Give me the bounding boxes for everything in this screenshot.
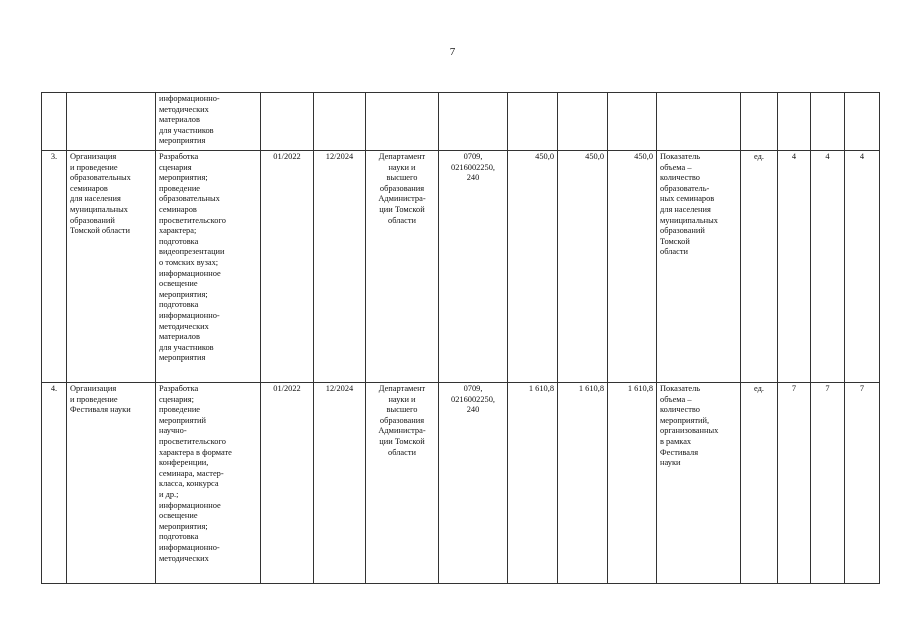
funding-year2-cell: 450,0: [558, 151, 608, 383]
cell-line: и проведение: [70, 162, 118, 172]
cell-line: подготовка: [159, 236, 199, 246]
cell-line: науки и: [388, 394, 416, 404]
cell-line: ции Томской: [379, 436, 425, 446]
cell-line: образовательных: [159, 194, 220, 204]
cell-line: о томских вузах;: [159, 257, 219, 267]
cell-line: освещение: [159, 511, 198, 521]
row-number: 4.: [42, 383, 67, 584]
cell-line: класса, конкурса: [159, 479, 219, 489]
funding-year2-cell: [558, 93, 608, 151]
cell-line: конференции,: [159, 458, 209, 468]
cell-line: мероприятий,: [660, 415, 710, 425]
cell-line: области: [660, 247, 688, 257]
activities-cell: [156, 383, 261, 584]
budget-code-cell: [439, 93, 508, 151]
cell-line: научно-: [159, 426, 187, 436]
cell-line: образователь-: [660, 183, 710, 193]
cell-line: подготовка: [159, 532, 199, 542]
cell-line: методических: [159, 553, 209, 563]
cell-line: сценария: [159, 162, 192, 172]
target-year2-cell: [811, 93, 845, 151]
unit-cell: ед.: [741, 383, 778, 584]
cell-line: науки и: [388, 162, 416, 172]
cell-line: образования: [379, 183, 425, 193]
cell-line: 0216002250,: [451, 162, 495, 172]
cell-line: высшего: [386, 173, 418, 183]
cell-line: для участников: [159, 125, 214, 135]
cell-line: количество: [660, 405, 700, 415]
cell-line: Департамент: [378, 152, 426, 161]
cell-line: характера в формате: [159, 447, 232, 457]
end-date-cell: 12/2024: [314, 151, 366, 383]
funding-year1-cell: 450,0: [508, 151, 558, 383]
funding-year1-cell: [508, 93, 558, 151]
row-number: 3.: [42, 151, 67, 383]
cell-line: для населения: [660, 204, 711, 214]
funding-year2-cell: 1 610,8: [558, 383, 608, 584]
cell-line: Фестиваля: [660, 447, 699, 457]
table-row: [42, 93, 880, 151]
cell-line: семинаров: [159, 204, 197, 214]
cell-line: образований: [660, 226, 705, 236]
cell-line: 0709,: [463, 152, 483, 161]
cell-line: 0216002250,: [451, 394, 495, 404]
executor-cell: [366, 93, 439, 151]
cell-line: для участников: [159, 342, 214, 352]
table-row: [42, 151, 880, 383]
cell-line: семинара, мастер-: [159, 468, 224, 478]
cell-line: Томской: [660, 236, 690, 246]
cell-line: Разработка: [159, 384, 199, 393]
event-name-cell: [67, 151, 156, 383]
cell-line: Показатель: [660, 384, 701, 393]
indicator-cell: [657, 93, 741, 151]
funding-year3-cell: [608, 93, 657, 151]
cell-line: просветительского: [159, 436, 226, 446]
target-year2-cell: 4: [811, 151, 845, 383]
unit-cell: [741, 93, 778, 151]
cell-line: информационно-: [159, 310, 220, 320]
start-date-cell: 01/2022: [261, 383, 314, 584]
cell-line: проведение: [159, 405, 201, 415]
executor-cell: [366, 383, 439, 584]
cell-line: мероприятия: [159, 353, 206, 363]
cell-line: семинаров: [70, 183, 108, 193]
cell-line: и др.;: [159, 489, 179, 499]
cell-line: Разработка: [159, 152, 199, 161]
target-year3-cell: 7: [845, 383, 880, 584]
cell-line: Организация: [70, 152, 117, 161]
cell-line: муниципальных: [660, 215, 718, 225]
table-body: [42, 93, 880, 584]
target-year2-cell: 7: [811, 383, 845, 584]
cell-line: мероприятия;: [159, 521, 208, 531]
funding-year3-cell: 450,0: [608, 151, 657, 383]
cell-line: Администра-: [378, 426, 426, 436]
cell-line: образовательных: [70, 173, 131, 183]
target-year1-cell: 4: [778, 151, 811, 383]
cell-line: мероприятия;: [159, 289, 208, 299]
cell-line: ных семинаров: [660, 194, 715, 204]
activities-table: [41, 92, 880, 584]
activities-cell: [156, 93, 261, 151]
indicator-cell: [657, 383, 741, 584]
cell-line: проведение: [159, 183, 201, 193]
cell-line: мероприятий: [159, 415, 207, 425]
cell-line: материалов: [159, 115, 200, 125]
cell-line: 240: [466, 405, 480, 415]
cell-line: объема –: [660, 394, 692, 404]
page-number: 7: [449, 46, 456, 58]
funding-year3-cell: 1 610,8: [608, 383, 657, 584]
cell-line: в рамках: [660, 436, 692, 446]
start-date-cell: [261, 93, 314, 151]
cell-line: области: [388, 215, 416, 225]
cell-line: видеопрезентации: [159, 247, 225, 257]
cell-line: объема –: [660, 162, 692, 172]
cell-line: подготовка: [159, 300, 199, 310]
target-year1-cell: 7: [778, 383, 811, 584]
cell-line: Департамент: [378, 384, 426, 393]
cell-line: организованных: [660, 426, 719, 436]
executor-cell: [366, 151, 439, 383]
target-year1-cell: [778, 93, 811, 151]
cell-line: методических: [159, 104, 209, 114]
cell-line: 240: [466, 173, 480, 183]
cell-line: информационное: [159, 500, 221, 510]
cell-line: сценария;: [159, 394, 194, 404]
cell-line: для населения: [70, 194, 121, 204]
cell-line: освещение: [159, 279, 198, 289]
cell-line: науки: [660, 458, 681, 468]
cell-line: и проведение: [70, 394, 118, 404]
cell-line: образования: [379, 415, 425, 425]
unit-cell: ед.: [741, 151, 778, 383]
end-date-cell: [314, 93, 366, 151]
cell-line: области: [388, 447, 416, 457]
table-row: [42, 383, 880, 584]
cell-line: количество: [660, 173, 700, 183]
target-year3-cell: 4: [845, 151, 880, 383]
cell-line: информационно-: [159, 542, 220, 552]
funding-year1-cell: 1 610,8: [508, 383, 558, 584]
cell-line: образований: [70, 215, 115, 225]
event-name-cell: [67, 383, 156, 584]
cell-line: Томской области: [70, 226, 130, 236]
cell-line: характера;: [159, 226, 197, 236]
cell-line: материалов: [159, 332, 200, 342]
row-number: [42, 93, 67, 151]
cell-line: просветительского: [159, 215, 226, 225]
cell-line: Показатель: [660, 152, 701, 161]
activities-cell: [156, 151, 261, 383]
cell-line: 0709,: [463, 384, 483, 393]
cell-line: Администра-: [378, 194, 426, 204]
cell-line: высшего: [386, 405, 418, 415]
budget-code-cell: [439, 151, 508, 383]
event-name-cell: [67, 93, 156, 151]
cell-line: информационно-: [159, 94, 220, 103]
cell-line: ции Томской: [379, 204, 425, 214]
cell-line: информационное: [159, 268, 221, 278]
cell-line: Фестиваля науки: [70, 405, 131, 415]
target-year3-cell: [845, 93, 880, 151]
cell-line: Организация: [70, 384, 117, 393]
cell-line: мероприятия: [159, 136, 206, 146]
end-date-cell: 12/2024: [314, 383, 366, 584]
start-date-cell: 01/2022: [261, 151, 314, 383]
cell-line: мероприятия;: [159, 173, 208, 183]
cell-line: методических: [159, 321, 209, 331]
cell-line: муниципальных: [70, 204, 128, 214]
indicator-cell: [657, 151, 741, 383]
budget-code-cell: [439, 383, 508, 584]
